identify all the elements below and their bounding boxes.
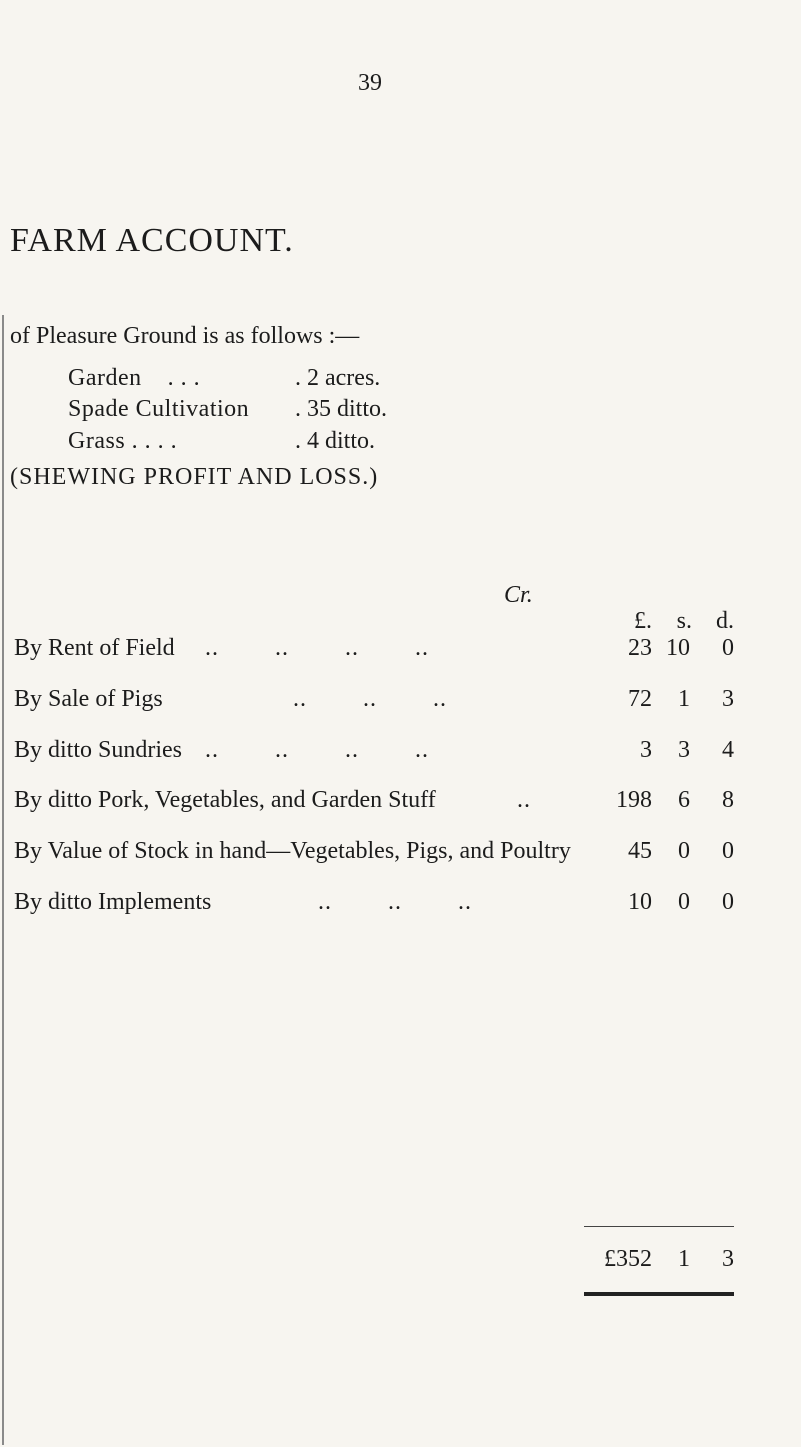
land-name: Grass . . . .: [68, 428, 178, 454]
entry-pence: 0: [722, 838, 734, 864]
entry-pounds: 72: [628, 686, 652, 712]
entry-pounds: 198: [616, 787, 652, 813]
entry-description: By Value of Stock in hand—Vegetables, Pigs, and Poultry: [14, 838, 571, 864]
page-number: 39: [358, 70, 382, 96]
ledger-row: [0, 787, 801, 817]
column-head-shillings: s.: [676, 608, 692, 634]
page-margin-line: [2, 315, 4, 1445]
entry-shillings: 0: [678, 838, 690, 864]
entry-shillings: 10: [666, 635, 690, 661]
land-name: Garden . . .: [68, 365, 201, 391]
leader-dots: ..: [517, 787, 531, 813]
entry-shillings: 0: [678, 889, 690, 915]
ledger-row: [0, 838, 801, 868]
entry-description: By ditto Pork, Vegetables, and Garden Stuff: [14, 787, 436, 813]
total-shillings: 1: [678, 1246, 690, 1272]
total-pounds: £352: [604, 1246, 652, 1272]
intro-text: of Pleasure Ground is as follows :—: [10, 323, 360, 349]
leader-dots: .. .. ..: [293, 686, 447, 712]
entry-shillings: 1: [678, 686, 690, 712]
land-quantity: . 35 ditto.: [295, 396, 388, 422]
entry-pence: 4: [722, 737, 734, 763]
land-name: Spade Cultivation: [68, 396, 250, 422]
page-title: FARM ACCOUNT.: [10, 222, 294, 259]
land-quantity: . 4 ditto.: [295, 428, 376, 454]
ledger-row: [0, 737, 801, 767]
credit-side-label: Cr.: [504, 582, 533, 608]
total-double-rule: [584, 1292, 734, 1296]
entry-pence: 0: [722, 889, 734, 915]
entry-pence: 0: [722, 635, 734, 661]
leader-dots: .. .. .. ..: [205, 635, 429, 661]
entry-pounds: 10: [628, 889, 652, 915]
entry-description: By Rent of Field: [14, 635, 175, 661]
ledger-row: [0, 686, 801, 716]
ledger-row: [0, 889, 801, 919]
entry-description: By ditto Sundries: [14, 737, 183, 763]
entry-pounds: 45: [628, 838, 652, 864]
ledger-row: [0, 635, 801, 665]
entry-description: By ditto Implements: [14, 889, 212, 915]
entry-pounds: 3: [640, 737, 652, 763]
entry-description: By Sale of Pigs: [14, 686, 163, 712]
leader-dots: .. .. ..: [318, 889, 472, 915]
entry-pence: 3: [722, 686, 734, 712]
entry-shillings: 6: [678, 787, 690, 813]
land-quantity: . 2 acres.: [295, 365, 381, 391]
entry-pounds: 23: [628, 635, 652, 661]
leader-dots: .. .. .. ..: [205, 737, 429, 763]
entry-pence: 8: [722, 787, 734, 813]
account-subtitle: (SHEWING PROFIT AND LOSS.): [10, 464, 379, 490]
total-rule: [584, 1226, 734, 1227]
column-head-pounds: £.: [634, 608, 652, 634]
entry-shillings: 3: [678, 737, 690, 763]
column-head-pence: d.: [716, 608, 734, 634]
total-pence: 3: [722, 1246, 734, 1272]
